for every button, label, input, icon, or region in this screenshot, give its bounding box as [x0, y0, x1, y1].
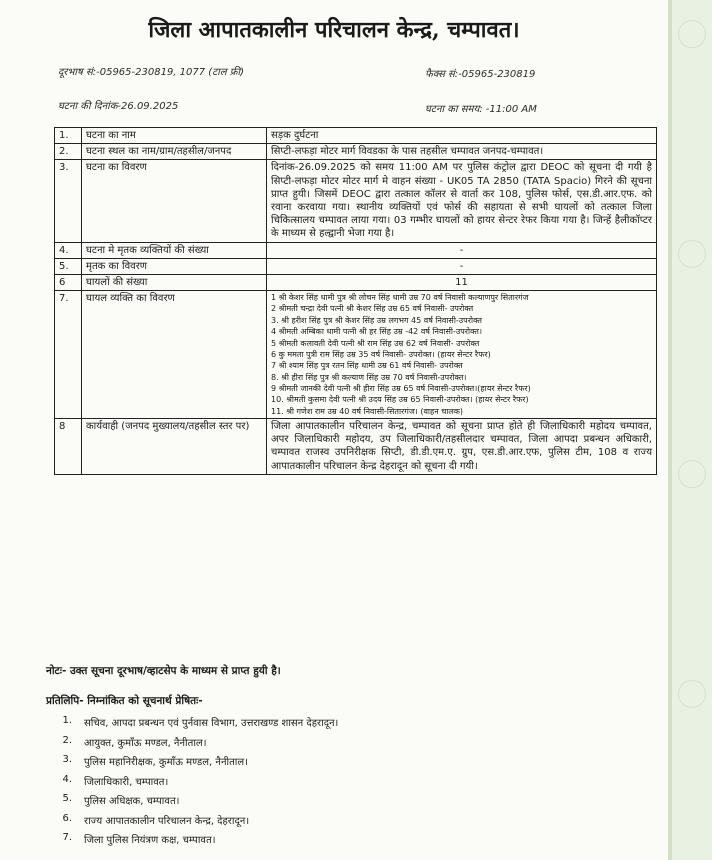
- table-row: [55, 274, 657, 290]
- list-item-text: पुलिस अधिक्षक, चम्पावत।: [84, 796, 180, 807]
- row-number: 6: [55, 274, 82, 290]
- doodle-decoration: [678, 20, 706, 48]
- row-label: घटना का नाम: [82, 128, 267, 144]
- table-row: [55, 291, 657, 419]
- row-number: 3.: [55, 160, 82, 242]
- list-item-text: राज्य आपातकालीन परिचालन केन्द्र, देहरादून।: [84, 815, 250, 827]
- list-item: 8. श्री हीरा सिंह पुत्र श्री कल्याण सिंह उम्र 70 वर्ष निवासी-उपरोक्त।: [271, 372, 467, 382]
- row-label: कार्यवाही (जनपद मुख्यालय/तहसील स्तर पर): [82, 419, 267, 475]
- row-label: घायल व्यक्ति का विवरण: [82, 291, 267, 419]
- row-number: 1.: [55, 128, 82, 144]
- row-label: मृतक का विवरण: [82, 258, 267, 274]
- list-item: [46, 735, 338, 755]
- row-number: 8: [55, 419, 82, 475]
- row-value: जिला आपातकालीन परिचालन केन्द्र, चम्पावत को सूचना प्राप्त होते ही जिलाधिकारी महोदय चम्पावत, अपर जिलाधिकारी महोदय, उप जिलाधिकारी/तहसीलदार चम्पावत, जिला आपदा प्रबन्धन अधिकारी, चम्पावत राजस्व उपनिरीक्षक सिप्टी, डी.डी.एम.ए. ग्रुप, एस.डी.आर.एफ, पुलिस टीम, 108 व राज्य आपातकालीन परिचालन केन्द्र देहरादून को सूचना दी गयी।: [267, 419, 657, 475]
- copy-heading: प्रतिलिपि- निम्नांकित को सूचनार्थ प्रेषितः-: [46, 695, 203, 707]
- list-item: [46, 754, 338, 774]
- row-number: 5.: [55, 258, 82, 274]
- incident-date: घटना की दिनांक-26.09.2025: [58, 101, 179, 112]
- list-item-text: पुलिस महानिरीक्षक, कुमाँऊ मण्डल, नैनीताल।: [84, 757, 248, 768]
- list-item: 1 श्री केशर सिंह धामी पुत्र श्री लोचन सिंह धामी उम्र 70 वर्ष निवासी कल्याणपुर सितारगंज: [271, 293, 529, 303]
- list-item-text: जिला पुलिस नियंत्रण कक्ष, चम्पावत।: [84, 835, 216, 846]
- row-value: सड़क दुर्घटना: [267, 128, 657, 144]
- list-item: 6 कु ममता पुत्री राम सिंह उम्र 35 वर्ष निवासी- उपरोक्त। (हायर सेन्टर रैफर): [271, 349, 491, 359]
- list-item-text: सचिव, आपदा प्रबन्धन एवं पुर्नवास विभाग, उत्तराखण्ड शासन देहरादून।: [84, 718, 339, 729]
- row-number: 7.: [55, 291, 82, 419]
- document-title: जिला आपातकालीन परिचालन केन्द्र, चम्पावत।: [148, 17, 520, 43]
- incident-time: घटना का समय: -11:00 AM: [425, 104, 537, 115]
- fax-number: फैक्स सं:-05965-230819: [425, 69, 536, 80]
- row-number: 2.: [55, 144, 82, 160]
- list-item-text: आयुक्त, कुमाँऊ मण्डल, नैनीताल।: [84, 737, 207, 749]
- row-label: घटना स्थल का नाम/ग्राम/तहसील/जनपद: [82, 144, 267, 160]
- list-item-number: 6.: [62, 812, 72, 824]
- list-item-text: जिलाधिकारी, चम्पावत।: [84, 776, 169, 788]
- list-item-number: 3.: [62, 754, 72, 765]
- injured-list: [267, 291, 657, 419]
- list-item: 11. श्री गणेश राम उम्र 40 वर्ष निवासी-सितारगंज। (वाहन चालक): [271, 406, 464, 416]
- row-value: सिप्टी-लफड़ा मोटर मार्ग विवडका के पास तहसील चम्पावत जनपद-चम्पावत।: [267, 144, 657, 160]
- doodle-decoration: [678, 460, 706, 488]
- list-item: [46, 774, 338, 794]
- phone-number: दूरभाष सं:-05965-230819, 1077 (टाल फ्री): [58, 67, 244, 78]
- incident-report-table: [54, 127, 657, 475]
- list-item: 4 श्रीमती अम्बिका धामी पत्नी श्री हर सिंह उम्र -42 वर्ष निवासी-उपरोक्त।: [271, 327, 482, 337]
- table-row: [55, 128, 657, 144]
- list-item: 3. श्री हरीश सिंह पुत्र श्री केशर सिंह उम्र लगभग 45 वर्ष निवासी-उपरोक्त: [271, 315, 482, 325]
- copy-recipients-list: [46, 715, 338, 852]
- list-item: [46, 715, 338, 735]
- list-item: 2 श्रीमती चन्द्रा देवी पत्नी श्री केशर सिंह उम्र 65 वर्ष निवासी- उपरोक्त: [271, 304, 474, 314]
- table-row: [55, 419, 657, 475]
- table-row: [55, 258, 657, 274]
- list-item: 10. श्रीमती कुसमा देवी पत्नी श्री उदय सिंह उम्र 65 निवासी-उपरोक्त। (हायर सेन्टर रैफर): [271, 395, 529, 405]
- row-label: घायलों की संख्या: [82, 274, 267, 290]
- list-item: 9 श्रीमती जानकी देवी पत्नी श्री हीरा सिंह उम्र 65 वर्ष निवासी-उपरोक्त।(हायर सेन्टर रैफर): [271, 383, 531, 393]
- table-row: [55, 144, 657, 160]
- table-row: [55, 242, 657, 258]
- list-item-number: 4.: [62, 773, 72, 785]
- list-item: [46, 813, 338, 833]
- row-value: 11: [267, 274, 657, 290]
- strip-edge-line: [668, 0, 672, 860]
- row-label: घटना मे मृतक व्यक्तियों की संख्या: [82, 242, 267, 258]
- row-value: -: [267, 242, 657, 258]
- background-strip: [668, 0, 712, 860]
- list-item: 7 श्री श्याम सिंह पुत्र रतन सिंह धामी उम्र 61 वर्ष निवासी- उपरोक्त: [271, 361, 463, 371]
- doodle-decoration: [678, 680, 706, 708]
- row-label: घटना का विवरण: [82, 160, 267, 242]
- list-item-number: 7.: [62, 832, 72, 843]
- row-number: 4.: [55, 242, 82, 258]
- list-item: [46, 832, 338, 852]
- table-row: [55, 160, 657, 242]
- list-item: 5 श्रीमती कलावती देवी पत्नी श्री राम सिंह उम्र 62 वर्ष निवासी- उपरोक्त: [271, 338, 480, 348]
- list-item: [46, 793, 338, 813]
- list-item-number: 5.: [62, 793, 72, 804]
- list-item-number: 2.: [62, 734, 72, 746]
- row-value: -: [267, 258, 657, 274]
- note-text: नोटः- उक्त सूचना दूरभाष/व्हाटसेप के माध्यम से प्राप्त हुयी है।: [46, 665, 281, 677]
- doodle-decoration: [678, 240, 706, 268]
- row-value: दिनांक-26.09.2025 को समय 11:00 AM पर पुलिस कंट्रोल द्वारा DEOC को सूचना दी गयी है सिप्टी-लफड़ा मोटर मोटर मार्ग मे वाहन संख्या - UK05 TA 2850 (TATA Spacio) गिरने की सूचना प्राप्त हुयी। जिसमें DEOC द्वारा तत्काल कॉलर से वार्ता कर 108, पुलिस फोर्स, एस.डी.आर.एफ. को रवाना करवाया गया। स्थानीय व्यक्तियों एवं फोर्स की सहायता से सभी घायलों को तत्काल जिला चिकित्सालय चम्पावत लाया गया। 03 गम्भीर घायलों को हायर सेन्टर रेफर किया गया है। जिन्हें हैलीकॉप्टर के माध्यम से हल्द्वानी भेजा गया है।: [267, 160, 657, 242]
- list-item-number: 1.: [62, 715, 72, 726]
